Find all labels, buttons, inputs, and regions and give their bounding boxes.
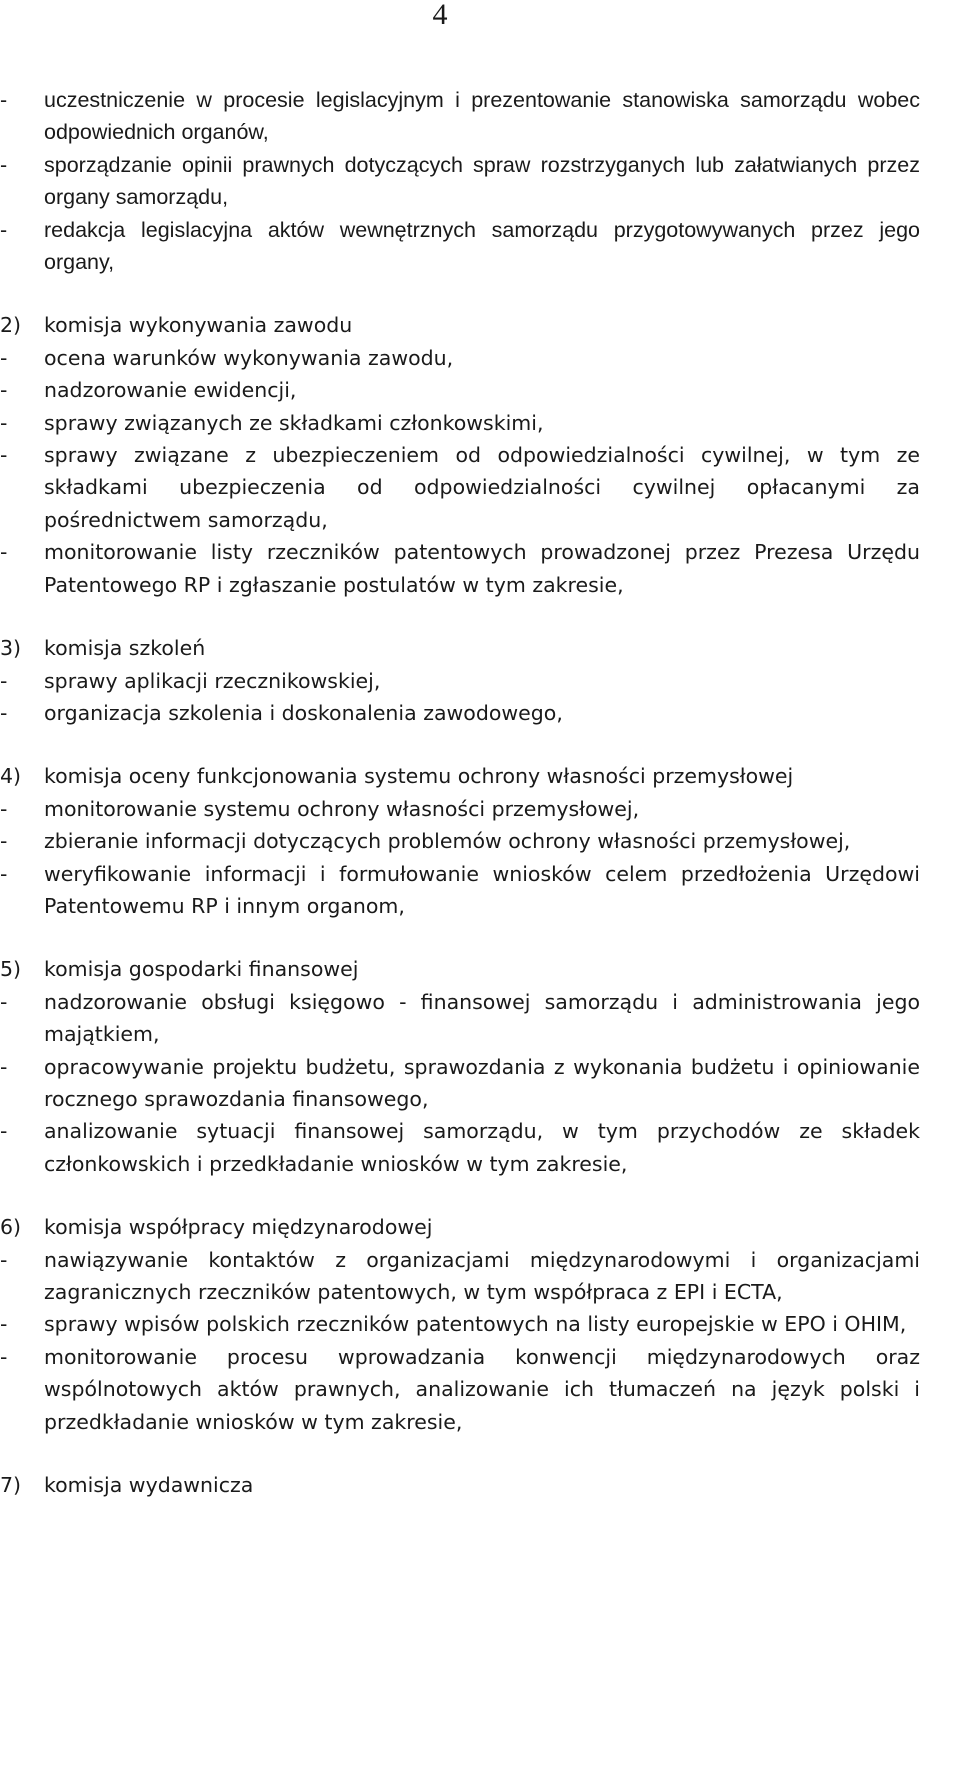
list-item-text: weryfikowanie informacji i formułowanie wniosków celem przedłożenia Urzędowi Patentowemu RP i innym organom,	[44, 861, 920, 918]
list-item	[0, 793, 920, 825]
list-item-marker: -	[0, 989, 8, 1014]
list-item	[0, 374, 920, 406]
list-item-marker: -	[0, 443, 8, 468]
list-item-text: monitorowanie procesu wprowadzania konwencji międzynarodowych oraz wspólnotowych aktów prawnych, analizowanie ich tłumaczeń na język polski i przedkładanie wniosków w tym zakresie,	[44, 1344, 920, 1434]
list-item-marker: -	[0, 88, 8, 112]
section-heading-marker: 4)	[0, 764, 22, 789]
list-item-marker: -	[0, 1247, 8, 1272]
list-item-text: opracowywanie projektu budżetu, sprawozdania z wykonania budżetu i opiniowanie rocznego sprawozdania finansowego,	[44, 1054, 920, 1111]
section-heading-marker: 5)	[0, 957, 22, 982]
list-item-text: analizowanie sytuacji finansowej samorządu, w tym przychodów ze składek członkowskich i przedkładanie wniosków w tym zakresie,	[44, 1119, 920, 1176]
section-heading-text: komisja wydawnicza	[44, 1473, 254, 1498]
list-item	[0, 825, 920, 857]
list-item-text: sprawy związane z ubezpieczeniem od odpowiedzialności cywilnej, w tym ze składkami ubezpieczenia od odpowiedzialności cywilnej opłacanymi za pośrednictwem samorządu,	[44, 443, 920, 532]
list-item-text: sprawy aplikacji rzecznikowskiej,	[44, 668, 381, 693]
list-item-text: sporządzanie opinii prawnych dotyczących spraw rozstrzyganych lub załatwianych przez organy samorządu,	[44, 152, 920, 210]
section-heading	[0, 953, 920, 985]
list-item-marker: -	[0, 345, 8, 370]
list-item-text: nawiązywanie kontaktów z organizacjami międzynarodowymi i organizacjami zagranicznych rzeczników patentowych, w tym współpraca z EPI i ECTA,	[44, 1247, 920, 1304]
list-item-marker: -	[0, 861, 8, 886]
section-heading	[0, 309, 920, 341]
list-item	[0, 342, 920, 374]
list-item	[0, 439, 920, 536]
list-item-text: monitorowanie systemu ochrony własności przemysłowej,	[44, 796, 640, 821]
list-item-marker: -	[0, 1344, 8, 1369]
list-item-text: ocena warunków wykonywania zawodu,	[44, 345, 454, 370]
list-item-marker: -	[0, 1312, 8, 1337]
list-item	[0, 1341, 920, 1438]
list-item	[0, 149, 920, 214]
list-item	[0, 214, 920, 279]
list-item-marker: -	[0, 410, 8, 435]
section-heading-text: komisja szkoleń	[44, 636, 206, 661]
section-heading-marker: 3)	[0, 636, 22, 661]
section-heading-text: komisja gospodarki finansowej	[44, 957, 359, 982]
list-item-marker: -	[0, 796, 8, 821]
list-item-marker: -	[0, 217, 8, 242]
list-item-text: sprawy wpisów polskich rzeczników patentowych na listy europejskie w EPO i OHIM,	[44, 1312, 907, 1337]
list-item-text: monitorowanie listy rzeczników patentowych prowadzonej przez Prezesa Urzędu Patentowego RP i zgłaszanie postulatów w tym zakresie,	[44, 540, 920, 597]
section-heading	[0, 1211, 920, 1243]
list-item-text: organizacja szkolenia i doskonalenia zawodowego,	[44, 700, 563, 725]
section-heading	[0, 1469, 920, 1501]
list-item	[0, 858, 920, 923]
list-item-marker: -	[0, 540, 8, 565]
section-heading-marker: 6)	[0, 1215, 22, 1240]
list-item-text: nadzorowanie ewidencji,	[44, 378, 297, 403]
list-item	[0, 1051, 920, 1116]
list-item	[0, 986, 920, 1051]
list-item	[0, 84, 920, 149]
list-item	[0, 1244, 920, 1309]
list-item	[0, 1308, 920, 1340]
list-item-text: sprawy związanych ze składkami członkowskimi,	[44, 410, 544, 435]
list-item	[0, 665, 920, 697]
list-item	[0, 536, 920, 601]
list-item-text: redakcja legislacyjna aktów wewnętrznych samorządu przygotowywanych przez jego organy,	[44, 217, 920, 275]
list-item-text: zbieranie informacji dotyczących problemów ochrony własności przemysłowej,	[44, 829, 851, 854]
section-heading	[0, 760, 920, 792]
list-item-marker: -	[0, 1119, 8, 1144]
list-item-text: uczestniczenie w procesie legislacyjnym i prezentowanie stanowiska samorządu wobec odpowiednich organów,	[44, 88, 920, 145]
list-item-text: nadzorowanie obsługi księgowo - finansowej samorządu i administrowania jego majątkiem,	[44, 989, 920, 1047]
section-heading	[0, 632, 920, 664]
list-item	[0, 697, 920, 729]
document-body	[0, 84, 960, 1501]
section-heading-marker: 2)	[0, 313, 22, 338]
section-heading-text: komisja współpracy międzynarodowej	[44, 1215, 433, 1240]
section-heading-text: komisja oceny funkcjonowania systemu ochrony własności przemysłowej	[44, 764, 794, 789]
section-heading-text: komisja wykonywania zawodu	[44, 313, 353, 338]
list-item-marker: -	[0, 700, 8, 725]
list-item-marker: -	[0, 1054, 8, 1079]
page-number: 4	[432, 0, 448, 31]
list-item	[0, 407, 920, 439]
list-item-marker: -	[0, 378, 8, 403]
list-item-marker: -	[0, 152, 8, 177]
list-item-marker: -	[0, 668, 8, 693]
section-heading-marker: 7)	[0, 1473, 22, 1498]
list-item-marker: -	[0, 829, 8, 854]
list-item	[0, 1115, 920, 1180]
